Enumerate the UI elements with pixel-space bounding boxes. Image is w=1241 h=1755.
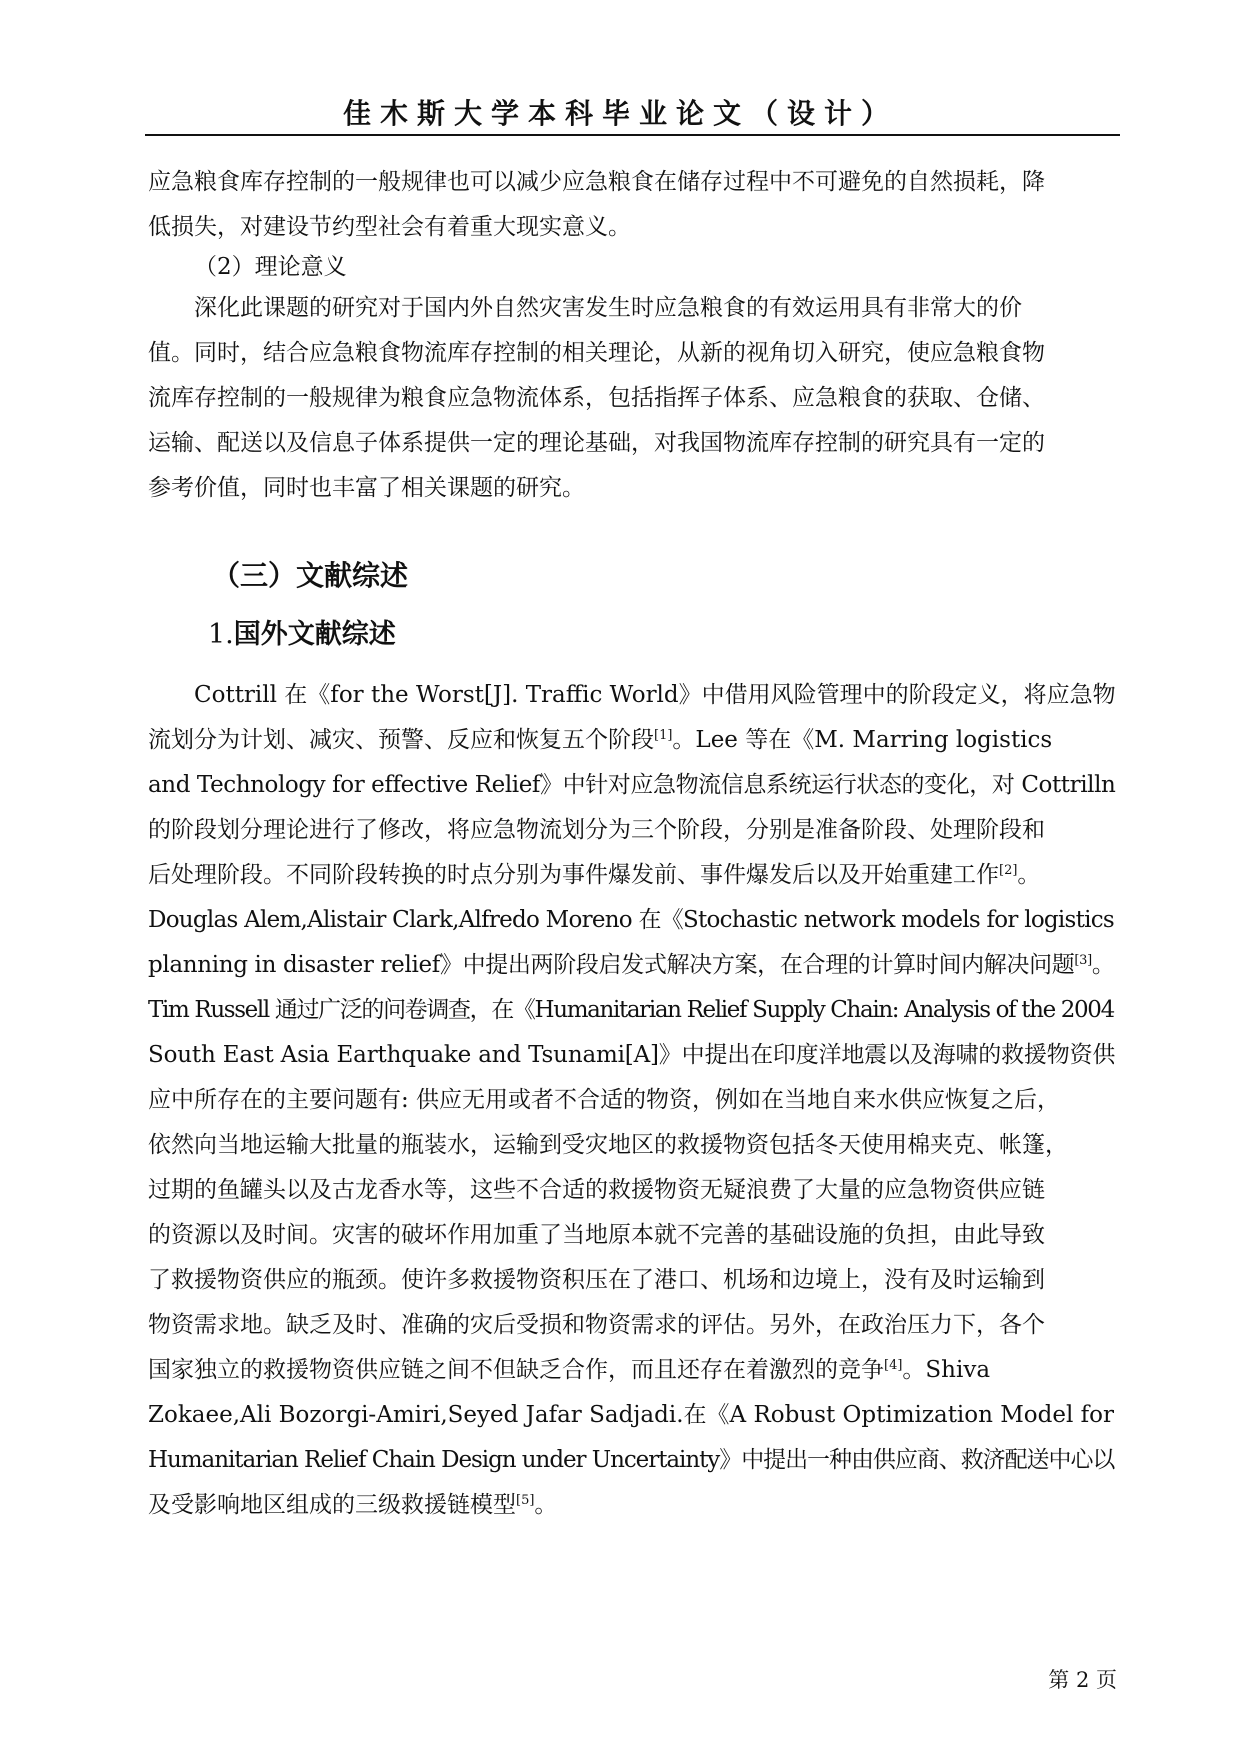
header-rule <box>145 134 1120 136</box>
text-line: 后处理阶段。不同阶段转换的时点分别为事件爆发前、事件爆发后以及开始重建工作[2]。 <box>148 862 1041 888</box>
subsection-title: 国外文献综述 <box>233 619 396 650</box>
citation-ref: [5] <box>516 1493 535 1508</box>
text-line: planning in disaster relief》中提出两阶段启发式解决方案，在合理的计算时间内解决问题[3]。 <box>148 952 1115 978</box>
citation-ref: [3] <box>1074 953 1092 968</box>
text-line: 流划分为计划、减灾、预警、反应和恢复五个阶段[1]。Lee 等在《M. Marring logistics <box>148 727 1053 753</box>
header-title: 佳木斯大学本科毕业论文（设计） <box>342 97 898 130</box>
citation-ref: [1] <box>654 728 673 743</box>
subsection-number: 1. <box>208 619 234 650</box>
subsection-heading <box>208 615 396 655</box>
text-line: 应急粮食库存控制的一般规律也可以减少应急粮食在储存过程中不可避免的自然损耗，降 <box>148 169 1045 195</box>
citation-ref: [2] <box>999 863 1018 878</box>
text-line: 过期的鱼罐头以及古龙香水等，这些不合适的救援物资无疑浪费了大量的应急物资供应链 <box>148 1177 1045 1203</box>
section-heading: （三）文献综述 <box>212 559 409 592</box>
text-line: 值。同时，结合应急粮食物流库存控制的相关理论，从新的视角切入研究，使应急粮食物 <box>148 340 1045 366</box>
text-line: 依然向当地运输大批量的瓶装水，运输到受灾地区的救援物资包括冬天使用棉夹克、帐篷， <box>148 1132 1068 1158</box>
page-number: 第 2 页 <box>1048 1668 1117 1692</box>
text-line: 低损失，对建设节约型社会有着重大现实意义。 <box>148 214 631 240</box>
text-line: 了救援物资供应的瓶颈。使许多救援物资积压在了港口、机场和边境上，没有及时运输到 <box>148 1267 1045 1293</box>
sub-heading-theory: （2）理论意义 <box>194 254 347 280</box>
text-line: 国家独立的救援物资供应链之间不但缺乏合作，而且还存在着激烈的竞争[4]。Shiva <box>148 1357 991 1383</box>
paragraph-theory <box>148 286 1118 511</box>
paragraph-literature <box>148 673 1118 1528</box>
text-line: 应中所存在的主要问题有: 供应无用或者不合适的物资，例如在当地自来水供应恢复之后， <box>148 1087 1061 1113</box>
text-line: 运输、配送以及信息子体系提供一定的理论基础，对我国物流库存控制的研究具有一定的 <box>148 430 1045 456</box>
citation-ref: [4] <box>884 1358 903 1373</box>
text-line: South East Asia Earthquake and Tsunami[A]》中提出在印度洋地震以及海啸的救援物资供 <box>148 1042 1116 1068</box>
text-line: Humanitarian Relief Chain Design under Uncertainty》中提出一种由供应商、救济配送中心以 <box>148 1447 1115 1473</box>
text-line: 参考价值，同时也丰富了相关课题的研究。 <box>148 475 585 501</box>
paragraph-continuation <box>148 160 1118 250</box>
text-line: 深化此课题的研究对于国内外自然灾害发生时应急粮食的有效运用具有非常大的价 <box>194 295 1022 321</box>
text-line: 物资需求地。缺乏及时、准确的灾后受损和物资需求的评估。另外，在政治压力下，各个 <box>148 1312 1045 1338</box>
text-line: Cottrill 在《for the Worst[J]. Traffic World》中借用风险管理中的阶段定义，将应急物 <box>194 682 1116 708</box>
text-line: 流库存控制的一般规律为粮食应急物流体系，包括指挥子体系、应急粮食的获取、仓储、 <box>148 385 1045 411</box>
text-line: Tim Russell 通过广泛的问卷调查，在《Humanitarian Relief Supply Chain: Analysis of the 2004 <box>148 997 1114 1023</box>
text-line: Douglas Alem,Alistair Clark,Alfredo Moreno 在《Stochastic network models for logistics <box>148 907 1114 933</box>
text-line: 的阶段划分理论进行了修改，将应急物流划分为三个阶段，分别是准备阶段、处理阶段和 <box>148 817 1045 843</box>
text-line: 的资源以及时间。灾害的破坏作用加重了当地原本就不完善的基础设施的负担，由此导致 <box>148 1222 1045 1248</box>
text-line: Zokaee,Ali Bozorgi-Amiri,Seyed Jafar Sadjadi.在《A Robust Optimization Model for <box>148 1402 1115 1428</box>
text-line: and Technology for effective Relief》中针对应急物流信息系统运行状态的变化，对 Cottrilln <box>148 772 1116 798</box>
text-line: 及受影响地区组成的三级救援链模型[5]。 <box>148 1492 558 1518</box>
